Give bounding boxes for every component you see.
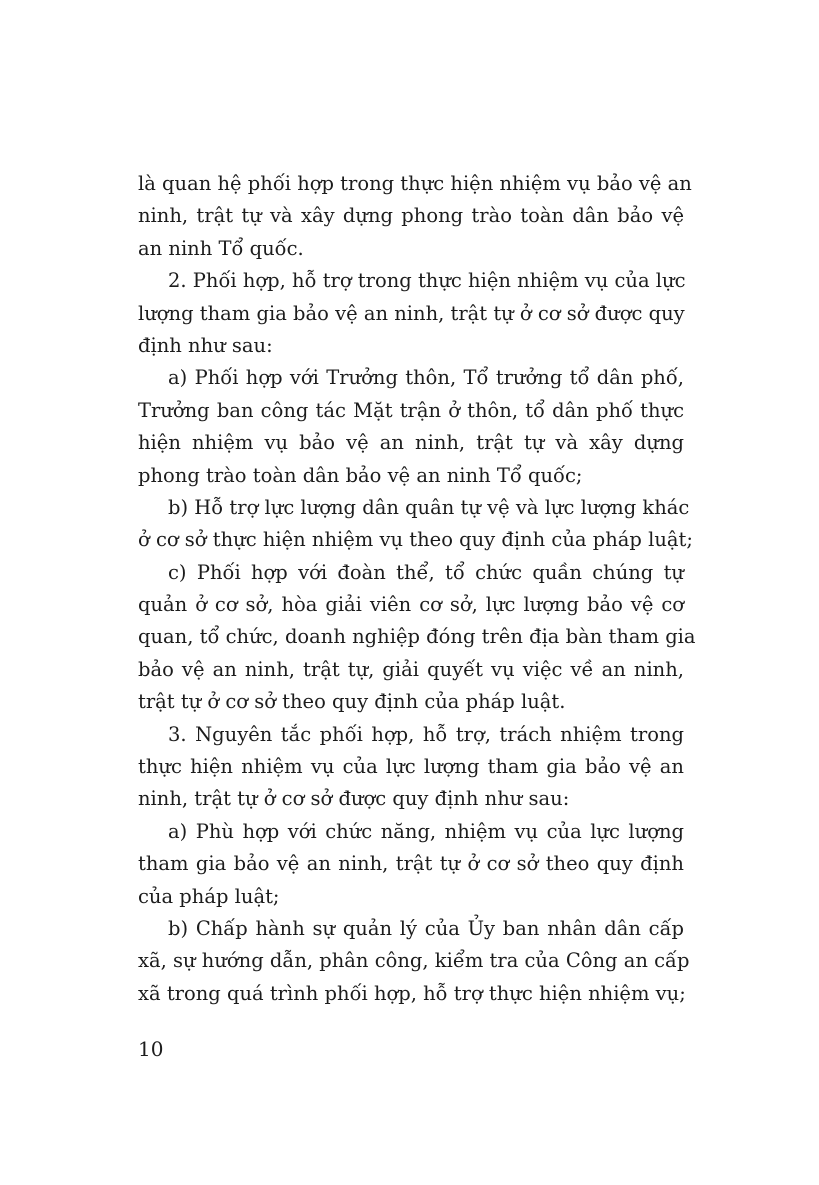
- paragraph: [138, 168, 692, 265]
- text-line: là quan hệ phối hợp trong thực hiện nhiệm vụ bảo vệ an: [138, 172, 692, 195]
- text-line: của pháp luật;: [138, 884, 280, 908]
- paragraph: [138, 557, 696, 719]
- text-line: xã, sự hướng dẫn, phân công, kiểm tra của Công an cấp: [138, 949, 690, 973]
- text-line: 3. Nguyên tắc phối hợp, hỗ trợ, trách nhiệm trong: [168, 722, 684, 746]
- text-line: hiện nhiệm vụ bảo vệ an ninh, trật tự và xây dựng: [138, 431, 684, 455]
- text-line: quản ở cơ sở, hòa giải viên cơ sở, lực lượng bảo vệ cơ: [138, 593, 684, 617]
- text-line: a) Phù hợp với chức năng, nhiệm vụ của lực lượng: [168, 819, 684, 843]
- text-line: bảo vệ an ninh, trật tự, giải quyết vụ việc về an ninh,: [138, 657, 684, 681]
- paragraph: [138, 719, 684, 816]
- text-line: phong trào toàn dân bảo vệ an ninh Tổ quốc;: [138, 463, 583, 487]
- paragraph: [138, 492, 693, 557]
- text-line: ở cơ sở thực hiện nhiệm vụ theo quy định của pháp luật;: [138, 528, 693, 552]
- text-line: b) Chấp hành sự quản lý của Ủy ban nhân dân cấp: [168, 916, 684, 940]
- text-line: Trưởng ban công tác Mặt trận ở thôn, tổ dân phố thực: [138, 398, 684, 422]
- text-line: tham gia bảo vệ an ninh, trật tự ở cơ sở theo quy định: [138, 852, 684, 876]
- paragraph: [138, 816, 684, 913]
- paragraph: [138, 362, 684, 492]
- text-line: a) Phối hợp với Trưởng thôn, Tổ trưởng tổ dân phố,: [168, 366, 684, 390]
- text-line: b) Hỗ trợ lực lượng dân quân tự vệ và lực lượng khác: [168, 495, 690, 519]
- page-number: 10: [138, 1037, 164, 1061]
- paragraph: [138, 265, 684, 362]
- document-body: [138, 168, 696, 1010]
- text-line: an ninh Tổ quốc.: [138, 236, 304, 260]
- text-line: 2. Phối hợp, hỗ trợ trong thực hiện nhiệm vụ của lực: [168, 269, 686, 293]
- text-line: thực hiện nhiệm vụ của lực lượng tham gia bảo vệ an: [138, 755, 684, 779]
- text-line: ninh, trật tự và xây dựng phong trào toàn dân bảo vệ: [138, 204, 684, 228]
- text-line: c) Phối hợp với đoàn thể, tổ chức quần chúng tự: [168, 560, 684, 584]
- text-line: định như sau:: [138, 333, 273, 357]
- text-line: lượng tham gia bảo vệ an ninh, trật tự ở cơ sở được quy: [138, 301, 685, 325]
- text-line: ninh, trật tự ở cơ sở được quy định như sau:: [138, 787, 570, 811]
- text-line: quan, tổ chức, doanh nghiệp đóng trên địa bàn tham gia: [138, 625, 696, 649]
- paragraph: [138, 913, 690, 1010]
- text-line: trật tự ở cơ sở theo quy định của pháp luật.: [138, 690, 566, 714]
- text-line: xã trong quá trình phối hợp, hỗ trợ thực hiện nhiệm vụ;: [138, 981, 686, 1005]
